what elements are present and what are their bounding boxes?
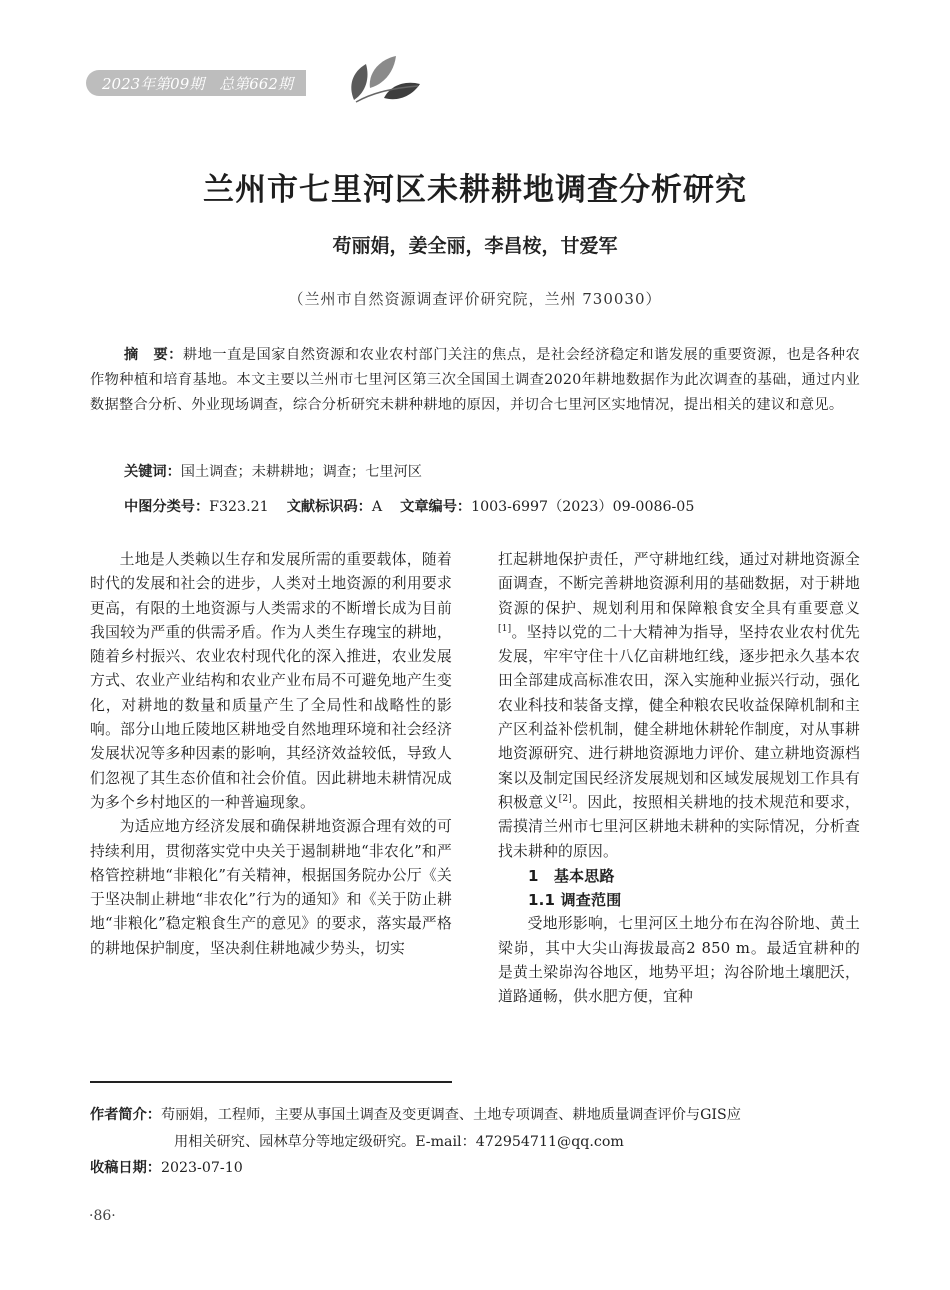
paragraph — [498, 548, 860, 864]
body-column-left — [90, 548, 452, 961]
author-bio — [90, 1102, 870, 1156]
clc-value: F323.21 — [209, 499, 269, 515]
paragraph-text: 。坚持以党的二十大精神为指导，坚持农业农村优先发展，牢牢守住十八亿亩耕地红线，逐步把永久基本农田全部建成高标准农田，深入实施种业振兴行动，强化农业科技和装备支撑，健全种粮农民收益保障机制和主产区利益补偿机制，健全耕地休耕轮作制度，对从事耕地资源研究、进行耕地资源地力评价、建立耕地资源档案以及制定国民经济发展规划和区域发展规划工作具有积极意义 — [498, 623, 860, 811]
classification-line — [124, 496, 694, 516]
clc-label: 中图分类号： — [124, 499, 210, 515]
issue-label: 2023年第09期 总第662期 — [102, 75, 293, 93]
author-bio-text-cont: 用相关研究、园林草分等地定级研究。E-mail：472954711@qq.com — [174, 1134, 624, 1150]
abstract-text: 耕地一直是国家自然资源和农业农村部门关注的焦点，是社会经济稳定和谐发展的重要资源，也是各种农作物种植和培育基地。本文主要以兰州市七里河区第三次全国国土调查2020年耕地数据作为此次调查的基础，通过内业数据整合分析、外业现场调查，综合分析研究未耕种耕地的原因，并切合七里河区实地情况，提出相关的建议和意见。 — [90, 347, 860, 413]
keywords-text: 国土调查；未耕耕地；调查；七里河区 — [180, 464, 422, 480]
doc-code-value: A — [371, 499, 383, 515]
abstract — [90, 343, 860, 418]
body-column-right — [498, 548, 860, 1010]
page-number: ·86· — [89, 1208, 116, 1224]
leaf-icon — [344, 48, 428, 108]
received-label: 收稿日期： — [90, 1160, 161, 1176]
article-id-label: 文章编号： — [400, 499, 472, 515]
author-list: 苟丽娟，姜全丽，李昌桉，甘爱军 — [332, 235, 618, 257]
keywords-label: 关键词： — [124, 464, 181, 480]
author-bio-label: 作者简介： — [90, 1107, 161, 1123]
footnote-divider — [90, 1081, 452, 1083]
paragraph-text: 。因此，按照相关耕地的技术规范和要求，需摸清兰州市七里河区耕地未耕种的实际情况，分析查找未耕种的原因。 — [498, 793, 860, 860]
paragraph: 土地是人类赖以生存和发展所需的重要载体，随着时代的发展和社会的进步，人类对土地资源的利用要求更高，有限的土地资源与人类需求的不断增长成为目前我国较为严重的供需矛盾。作为人类生存瑰宝的耕地，随着乡村振兴、农业农村现代化的深入推进，农业发展方式、农业产业结构和农业产业布局不可避免地产生变化，对耕地的数量和质量产生了全局性和战略性的影响。部分山地丘陵地区耕地受自然地理环境和社会经济发展状况等多种因素的影响，其经济效益较低，导致人们忽视了其生态价值和社会价值。因此耕地未耕情况成为多个乡村地区的一种普遍现象。 — [90, 551, 452, 811]
article-title: 兰州市七里河区未耕耕地调查分析研究 — [203, 172, 747, 208]
received-date — [90, 1157, 243, 1177]
paragraph: 受地形影响，七里河区土地分布在沟谷阶地、黄土梁峁，其中大尖山海拔最高2 850 m。最适宜耕种的是黄土梁峁沟谷地区，地势平坦；沟谷阶地土壤肥沃，道路通畅，供水肥方便，宜种 — [498, 915, 860, 1006]
citation-ref[interactable]: [1] — [498, 623, 512, 634]
received-value: 2023-07-10 — [160, 1160, 243, 1176]
subsection-heading: 1.1 调查范围 — [528, 891, 622, 910]
article-id-value: 1003-6997（2023）09-0086-05 — [471, 499, 695, 515]
keywords — [124, 461, 422, 481]
author-bio-text: 苟丽娟，工程师，主要从事国土调查及变更调查、土地专项调查、耕地质量调查评价与GIS应 — [160, 1107, 741, 1123]
paragraph: 为适应地方经济发展和确保耕地资源合理有效的可持续利用，贯彻落实党中央关于遏制耕地“非农化”和严格管控耕地“非粮化”有关精神，根据国务院办公厅《关于坚决制止耕地“非农化”行为的通知》和《关于防止耕地“非粮化”稳定粮食生产的意见》的要求，落实最严格的耕地保护制度，坚决刹住耕地减少势头，切实 — [90, 818, 452, 957]
paragraph-text: 扛起耕地保护责任，严守耕地红线，通过对耕地资源全面调查，不断完善耕地资源利用的基础数据，对于耕地资源的保护、规划利用和保障粮食安全具有重要意义 — [498, 551, 860, 617]
doc-code-label: 文献标识码： — [286, 499, 372, 515]
affiliation: （兰州市自然资源调查评价研究院，兰州 730030） — [288, 290, 662, 308]
section-heading: 1 基本思路 — [528, 866, 615, 885]
citation-ref[interactable]: [2] — [558, 794, 572, 805]
issue-header — [86, 70, 342, 98]
abstract-label: 摘 要： — [124, 347, 183, 363]
